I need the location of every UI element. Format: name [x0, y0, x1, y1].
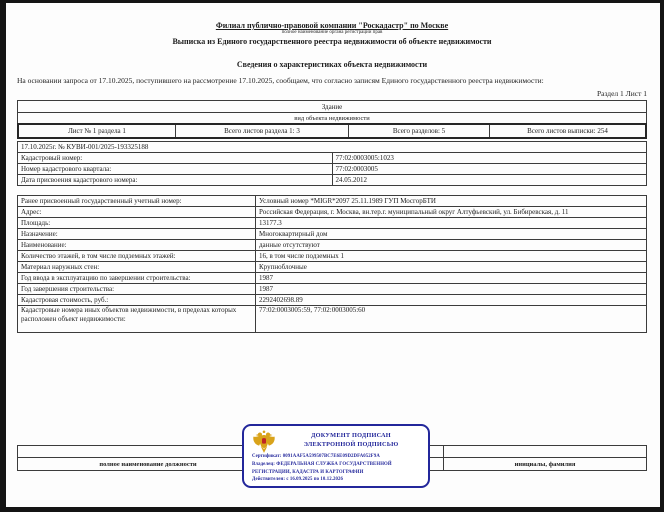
row-value: 13177.3 — [256, 218, 647, 229]
row-value: 24.05.2012 — [332, 175, 647, 186]
request-basis-line: На основании запроса от 17.10.2025, поступившего на рассмотрение 17.10.2025, сообщаем, что согласно записям Единого государственного реестра недвижимости: — [17, 76, 544, 85]
row-label: Площадь: — [18, 218, 256, 229]
row-value: 1987 — [256, 284, 647, 295]
digital-signature-stamp — [242, 424, 430, 488]
row-label: Ранее присвоенный государственный учетный номер: — [18, 196, 256, 207]
object-kind-caption: вид объекта недвижимости — [18, 113, 647, 124]
sheet-info-cell: Всего разделов: 5 — [349, 124, 490, 138]
signature-line-cell — [18, 446, 279, 458]
row-label: Дата присвоения кадастрового номера: — [18, 175, 333, 186]
row-value: Многоквартирный дом — [256, 229, 647, 240]
signature-line-cell — [444, 446, 647, 458]
row-label: Наименование: — [18, 240, 256, 251]
sheet-info-cell: Всего листов выписки: 254 — [490, 124, 647, 138]
row-value: 16, в том числе подземных 1 — [256, 251, 647, 262]
row-label: Назначение: — [18, 229, 256, 240]
row-value: Условный номер *MIGR*2097 25.11.1989 ГУП МосгорБТИ — [256, 196, 647, 207]
document-header — [17, 21, 647, 46]
org-name: Филиал публично-правовой компании "Роскадастр" по Москве — [215, 21, 449, 30]
sheet-info-cell: Всего листов раздела 1: 3 — [176, 124, 349, 138]
stamp-validity: Действителен: с 16.09.2025 по 10.12.2026 — [252, 477, 344, 482]
stamp-certificate: Сертификат: 0091AAF5A599507BC7E6E09D2DFA052F9A — [252, 454, 380, 459]
row-label: Номер кадастрового квартала: — [18, 164, 333, 175]
row-value: 2292402698.89 — [256, 295, 647, 306]
stamp-title-line2: ЭЛЕКТРОННОЙ ПОДПИСЬЮ — [303, 441, 399, 448]
document-page — [6, 3, 660, 507]
row-value: 77:02:0003005:59, 77:02:0003005:60 — [256, 306, 647, 333]
object-kind-value: Здание — [18, 101, 647, 113]
row-value: 77:02:0003005:1023 — [332, 153, 647, 164]
row-label: Год ввода в эксплуатацию по завершении строительства: — [18, 273, 256, 284]
row-value: Крупноблочные — [256, 262, 647, 273]
org-name-caption: полное наименование органа регистрации прав — [281, 30, 383, 35]
row-value: 1987 — [256, 273, 647, 284]
row-label: Адрес: — [18, 207, 256, 218]
object-kind-table — [17, 100, 647, 124]
stamp-owner-line2: РЕГИСТРАЦИИ, КАДАСТРА И КАРТОГРАФИИ — [252, 470, 364, 475]
row-label: Кадастровая стоимость, руб.: — [18, 295, 256, 306]
row-label: Кадастровые номера иных объектов недвижимости, в пределах которых расположен объект недвижимости: — [18, 306, 256, 333]
object-characteristics-table — [17, 195, 647, 333]
stamp-owner-line1: Владелец: ФЕДЕРАЛЬНАЯ СЛУЖБА ГОСУДАРСТВЕННОЙ — [252, 462, 392, 467]
initials-surname-label: инициалы, фамилия — [444, 458, 647, 471]
row-label: Кадастровый номер: — [18, 153, 333, 164]
sheet-info-cell: Лист № 1 раздела 1 — [18, 124, 176, 138]
section-title: Сведения о характеристиках объекта недвижимости — [236, 60, 428, 69]
row-value: Российская Федерация, г. Москва, вн.тер.г. муниципальный округ Алтуфьевский, ул. Бибиревская, д. 11 — [256, 207, 647, 218]
row-label: Материал наружных стен: — [18, 262, 256, 273]
row-value: 77:02:0003005 — [332, 164, 647, 175]
sheet-info-table — [17, 123, 647, 139]
row-label: Год завершения строительства: — [18, 284, 256, 295]
row-value: данные отсутствуют — [256, 240, 647, 251]
russian-coat-of-arms-icon — [251, 429, 277, 454]
position-name-label: полное наименование должности — [18, 458, 279, 471]
row-label: Количество этажей, в том числе подземных этажей: — [18, 251, 256, 262]
section-sheet-label: Раздел 1 Лист 1 — [596, 89, 647, 98]
request-number: 17.10.2025г. № КУВИ-001/2025-193325188 — [18, 142, 647, 153]
document-title: Выписка из Единого государственного реестра недвижимости об объекте недвижимости — [172, 37, 492, 46]
stamp-title-line1: ДОКУМЕНТ ПОДПИСАН — [311, 432, 391, 439]
cadastral-top-table — [17, 141, 647, 186]
